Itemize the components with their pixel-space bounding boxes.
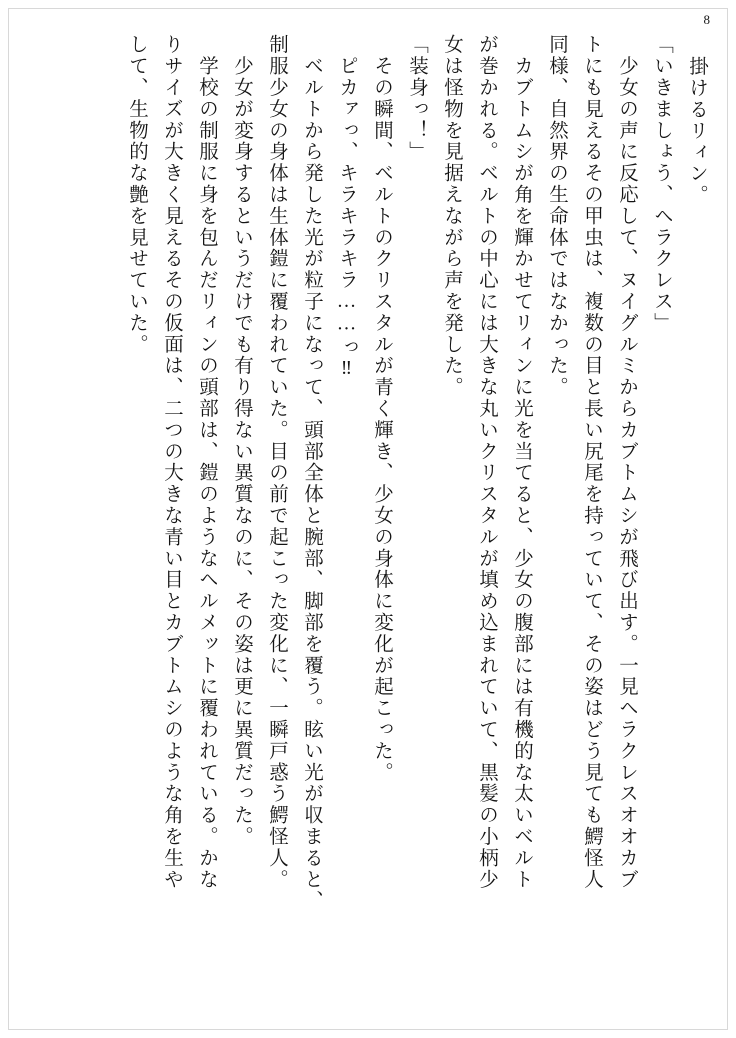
- text-line: 少女の声に反応して、ヌイグルミからカブトムシが飛び出す。一見ヘラクレスオオカブ: [616, 34, 637, 890]
- text-line: ピカァっ、キラキラキラ……っ‼: [336, 34, 357, 381]
- text-line: トにも見えるその甲虫は、複数の目と長い尻尾を持っていて、その姿はどう見ても鰐怪人: [581, 34, 602, 890]
- text-line: が巻かれる。ベルトの中心には大きな丸いクリスタルが填め込まれていて、黒髪の小柄少: [476, 34, 497, 890]
- text-line: カブトムシが角を輝かせてリィンに光を当てると、少女の腹部には有機的な太いベルト: [511, 34, 532, 890]
- text-line: りサイズが大きく見えるその仮面は、二つの大きな青い目とカブトムシのような角を生や: [161, 34, 182, 890]
- text-line: ベルトから発した光が粒子になって、頭部全体と腕部、脚部を覆う。眩い光が収まると、: [301, 34, 322, 912]
- vertical-text-body: [42, 34, 706, 1008]
- text-line: 女は怪物を見据えながら声を発した。: [441, 34, 462, 398]
- text-line: その瞬間、ベルトのクリスタルが青く輝き、少女の身体に変化が起こった。: [371, 34, 392, 783]
- text-line: 「装身っ！」: [406, 34, 427, 163]
- text-line: 「いきましょう、ヘラクレス」: [651, 34, 672, 334]
- text-line: して、生物的な艶を見せていた。: [126, 34, 147, 355]
- text-line: 学校の制服に身を包んだリィンの頭部は、鎧のようなヘルメットに覆われている。かな: [196, 34, 217, 890]
- text-line: 同様、自然界の生命体ではなかった。: [546, 34, 567, 398]
- page-number: 8: [703, 12, 710, 27]
- text-line: 制服少女の身体は生体鎧に覆われていた。目の前で起こった変化に、一瞬戸惑う鰐怪人。: [266, 34, 287, 890]
- text-line: 少女が変身するというだけでも有り得ない異質なのに、その姿は更に異質だった。: [231, 34, 252, 848]
- text-line: 掛けるリィン。: [686, 56, 707, 206]
